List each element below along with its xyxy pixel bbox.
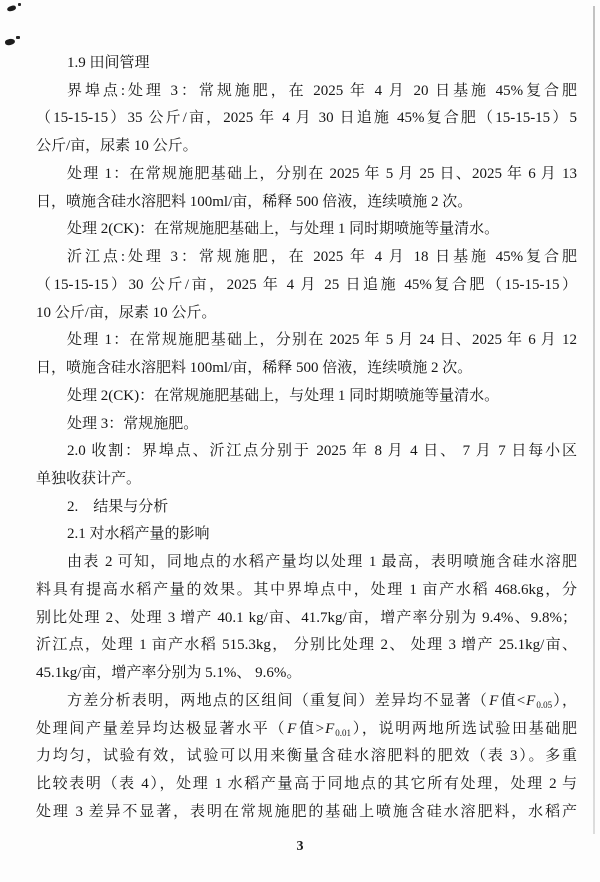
- text-line: 界埠点:处理 3：常规施肥，在 2025 年 4 月 20 日基施 45%复合肥: [67, 82, 577, 99]
- text-line: 处理 2(CK)：在常规施肥基础上，与处理 1 同时期喷施等量清水。: [67, 221, 500, 238]
- text-line: （15-15-15）35 公斤/亩，2025 年 4 月 30 日追施 45%复合肥（15-15-15）5: [36, 110, 577, 127]
- paragraph: [36, 383, 577, 411]
- text-line: 料具有提高水稻产量的效果。其中界埠点中，处理 1 亩产水稻 468.6kg，分: [36, 581, 577, 598]
- paragraph: [36, 438, 577, 493]
- paragraph: [36, 327, 577, 382]
- text-line: 处理 3 差异不显著，表明在常规施肥的基础上喷施含硅水溶肥料，水稻产: [36, 803, 577, 820]
- text-line: 沂江点，处理 1 亩产水稻 515.3kg， 分别比处理 2、 处理 3 增产 25.1kg/亩、: [36, 637, 577, 654]
- text-line: 力均匀，试验有效，试验可以用来衡量含硅水溶肥料的肥效（表 3）。多重: [36, 748, 577, 765]
- text-line: （15-15-15）30 公斤/亩，2025 年 4 月 25 日追施 45%复合肥（15-15-15）: [36, 276, 577, 293]
- text-line: 单独收获计产。: [36, 471, 142, 488]
- paragraph: [36, 78, 577, 161]
- paragraph: [36, 521, 577, 549]
- text-line: 处理间产量差异均达极显著水平（F值$>F_{0.01}$），说明两地所选试验田基础肥: [36, 720, 577, 738]
- ink-speck: [18, 3, 21, 6]
- text-line: 日，喷施含硅水溶肥料 100ml/亩，稀释 500 倍液，连续喷施 2 次。: [36, 193, 473, 210]
- text-line: 公斤/亩，尿素 10 公斤。: [36, 138, 198, 155]
- text-line: 2. 结果与分析: [67, 498, 169, 515]
- paragraph: [36, 50, 577, 78]
- text-line: 处理 2(CK)：在常规施肥基础上，与处理 1 同时期喷施等量清水。: [67, 387, 500, 404]
- paragraph: [36, 549, 577, 688]
- text-line: 1.9 田间管理: [67, 55, 150, 71]
- text-line: 45.1kg/亩，增产率分别为 5.1%、 9.6%。: [36, 665, 302, 682]
- ink-speck: [5, 38, 16, 46]
- paragraph: [36, 161, 577, 216]
- paragraph: [36, 244, 577, 327]
- text-line: 2.0 收割：界埠点、沂江点分别于 2025 年 8 月 4 日、 7 月 7 日每小区: [67, 443, 577, 460]
- document-body: [36, 50, 577, 827]
- text-line: 2.1 对水稻产量的影响: [67, 526, 210, 543]
- text-line: 比较表明（表 4），处理 1 水稻产量高于同地点的其它所有处理，处理 2 与: [36, 776, 577, 793]
- ink-speck: [16, 36, 20, 39]
- text-line: 由表 2 可知，同地点的水稻产量均以处理 1 最高，表明喷施含硅水溶肥: [67, 554, 577, 571]
- paragraph: [36, 216, 577, 244]
- page-number: 3: [296, 839, 304, 854]
- text-line: 别比处理 2、处理 3 增产 40.1 kg/亩、41.7kg/亩，增产率分别为 9.4%、9.8%；: [36, 609, 577, 626]
- text-line: 处理 1：在常规施肥基础上，分别在 2025 年 5 月 24 日、2025 年 6 月 12: [67, 332, 577, 349]
- text-line: 沂江点:处理 3：常规施肥，在 2025 年 4 月 18 日基施 45%复合肥: [67, 249, 577, 266]
- text-line: 方差分析表明，两地点的区组间（重复间）差异均不显著（F值$<F_{0.05}$），: [67, 692, 577, 710]
- paragraph: [36, 411, 577, 439]
- paragraph: [36, 688, 577, 827]
- text-line: 处理 3：常规施肥。: [67, 415, 199, 432]
- text-line: 处理 1：在常规施肥基础上，分别在 2025 年 5 月 25 日、2025 年 6 月 13: [67, 165, 577, 182]
- text-line: 10 公斤/亩，尿素 10 公斤。: [36, 304, 217, 321]
- text-line: 日，喷施含硅水溶肥料 100ml/亩，稀释 500 倍液，连续喷施 2 次。: [36, 360, 473, 377]
- scan-artifact-line: [593, 6, 595, 834]
- ink-speck: [6, 5, 16, 12]
- paragraph: [36, 494, 577, 522]
